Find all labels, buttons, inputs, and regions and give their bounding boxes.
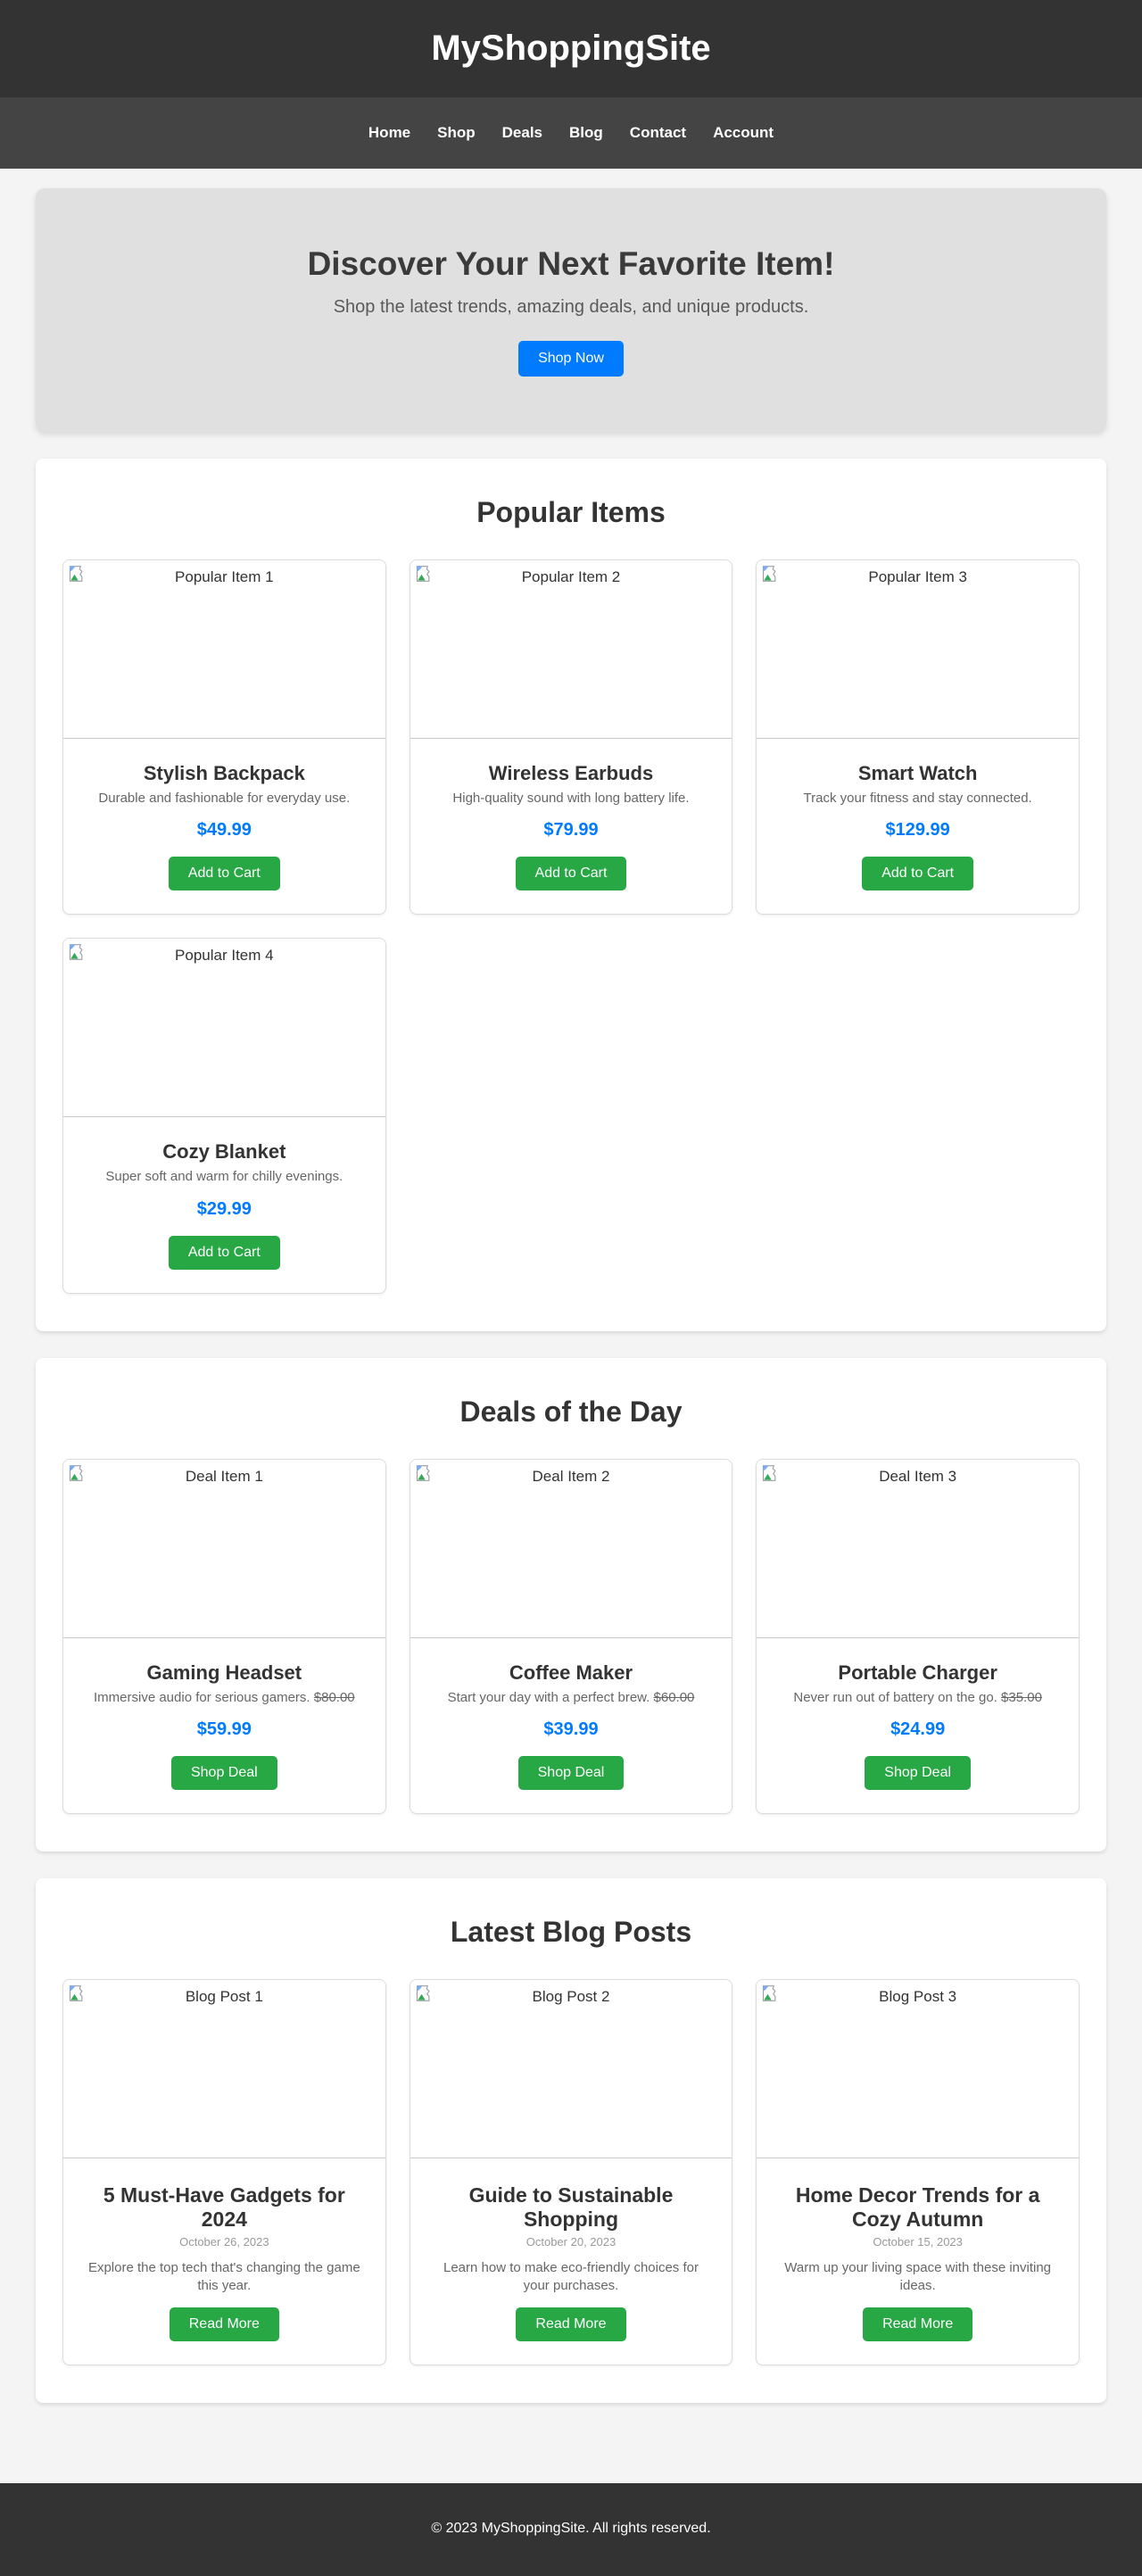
blog-grid xyxy=(62,1979,1080,2366)
broken-image-icon xyxy=(415,1984,433,2002)
deal-price: $24.99 xyxy=(890,1719,946,1739)
broken-image-icon xyxy=(761,565,779,583)
product-image-placeholder xyxy=(63,560,385,739)
product-name: Stylish Backpack xyxy=(143,762,305,784)
deal-image-placeholder xyxy=(410,1460,732,1638)
blog-post-title: 5 Must-Have Gadgets for 2024 xyxy=(103,2183,345,2231)
deal-description: Start your day with a perfect brew. $60.00 xyxy=(447,1689,695,1705)
blog-post-card xyxy=(756,1979,1080,2366)
product-name: Cozy Blanket xyxy=(162,1140,286,1164)
shop-now-button[interactable]: Shop Now xyxy=(518,341,624,377)
image-alt-text: Blog Post 2 xyxy=(532,1987,610,2005)
blog-section xyxy=(36,1878,1106,2404)
product-price: $29.99 xyxy=(196,1198,252,1219)
product-description: High-quality sound with long battery life. xyxy=(452,791,690,806)
product-price: $129.99 xyxy=(885,820,950,841)
product-description: Super soft and warm for chilly evenings. xyxy=(105,1169,343,1185)
image-alt-text: Deal Item 2 xyxy=(532,1467,610,1485)
read-more-button[interactable]: Read More xyxy=(170,2307,279,2341)
deal-description: Immersive audio for serious gamers. $80.00 xyxy=(94,1689,355,1705)
image-alt-text: Popular Item 3 xyxy=(868,568,967,585)
popular-items-section xyxy=(36,459,1106,1331)
popular-items-heading: Popular Items xyxy=(476,496,666,528)
image-alt-text: Popular Item 4 xyxy=(175,947,274,965)
blog-post-excerpt: Learn how to make eco-friendly choices for your purchases. xyxy=(443,2259,699,2293)
deal-old-price: $60.00 xyxy=(653,1689,695,1705)
product-description: Durable and fashionable for everyday use. xyxy=(98,791,351,806)
deal-image-placeholder xyxy=(63,1460,385,1638)
blog-post-excerpt: Warm up your living space with these inviting ideas. xyxy=(784,2259,1052,2293)
shop-deal-button[interactable]: Shop Deal xyxy=(865,1756,971,1790)
hero-subtitle: Shop the latest trends, amazing deals, and unique products. xyxy=(333,297,809,317)
deal-name: Coffee Maker xyxy=(509,1661,633,1684)
shop-deal-button[interactable]: Shop Deal xyxy=(171,1756,277,1790)
image-alt-text: Deal Item 3 xyxy=(879,1467,957,1485)
blog-post-title: Guide to Sustainable Shopping xyxy=(468,2183,674,2231)
image-alt-text: Deal Item 1 xyxy=(185,1467,263,1485)
image-alt-text: Blog Post 1 xyxy=(185,1987,263,2005)
add-to-cart-button[interactable]: Add to Cart xyxy=(862,857,973,890)
deal-name: Portable Charger xyxy=(838,1661,997,1684)
broken-image-icon xyxy=(68,565,86,583)
popular-items-grid xyxy=(62,559,1080,1294)
add-to-cart-button[interactable]: Add to Cart xyxy=(169,857,280,890)
broken-image-icon xyxy=(761,1984,779,2002)
site-header xyxy=(0,0,1142,97)
main-nav xyxy=(0,97,1142,169)
site-footer xyxy=(0,2483,1142,2576)
product-card xyxy=(756,559,1080,915)
blog-image-placeholder xyxy=(757,1980,1079,2158)
deals-section xyxy=(36,1358,1106,1851)
deal-old-price: $80.00 xyxy=(313,1689,355,1705)
deal-card xyxy=(756,1459,1080,1814)
deal-description: Never run out of battery on the go. $35.00 xyxy=(793,1689,1042,1705)
product-price: $49.99 xyxy=(196,820,252,841)
blog-post-date: October 20, 2023 xyxy=(525,2234,617,2249)
broken-image-icon xyxy=(68,1464,86,1482)
deals-grid xyxy=(62,1459,1080,1814)
product-image-placeholder xyxy=(757,560,1079,739)
nav-item-home[interactable]: Home xyxy=(368,124,411,141)
product-image-placeholder xyxy=(410,560,732,739)
deal-price: $39.99 xyxy=(543,1719,599,1739)
product-image-placeholder xyxy=(63,939,385,1117)
deal-price: $59.99 xyxy=(196,1719,252,1739)
broken-image-icon xyxy=(761,1464,779,1482)
broken-image-icon xyxy=(415,565,433,583)
shop-deal-button[interactable]: Shop Deal xyxy=(518,1756,625,1790)
blog-post-date: October 15, 2023 xyxy=(873,2234,963,2249)
deal-name: Gaming Headset xyxy=(146,1661,302,1684)
add-to-cart-button[interactable]: Add to Cart xyxy=(169,1236,280,1270)
read-more-button[interactable]: Read More xyxy=(863,2307,972,2341)
blog-image-placeholder xyxy=(63,1980,385,2158)
hero-title: Discover Your Next Favorite Item! xyxy=(307,245,835,282)
image-alt-text: Blog Post 3 xyxy=(879,1987,957,2005)
image-alt-text: Popular Item 1 xyxy=(175,568,274,585)
blog-post-title: Home Decor Trends for a Cozy Autumn xyxy=(795,2183,1040,2231)
blog-heading: Latest Blog Posts xyxy=(450,1915,692,1948)
nav-item-shop[interactable]: Shop xyxy=(437,124,476,141)
copyright-text: © 2023 MyShoppingSite. All rights reserved. xyxy=(431,2521,711,2537)
image-alt-text: Popular Item 2 xyxy=(521,568,621,585)
deals-heading: Deals of the Day xyxy=(459,1395,683,1428)
product-description: Track your fitness and stay connected. xyxy=(803,791,1032,806)
deal-old-price: $35.00 xyxy=(1001,1689,1042,1705)
deal-card xyxy=(410,1459,733,1814)
deal-image-placeholder xyxy=(757,1460,1079,1638)
product-price: $79.99 xyxy=(543,820,599,841)
deal-card xyxy=(62,1459,386,1814)
hero-banner xyxy=(36,188,1106,432)
nav-item-contact[interactable]: Contact xyxy=(629,124,687,141)
broken-image-icon xyxy=(68,1984,86,2002)
blog-post-date: October 26, 2023 xyxy=(179,2234,269,2249)
nav-item-account[interactable]: Account xyxy=(713,124,774,141)
product-card xyxy=(62,559,386,915)
blog-post-card xyxy=(62,1979,386,2366)
blog-image-placeholder xyxy=(410,1980,732,2158)
read-more-button[interactable]: Read More xyxy=(516,2307,625,2341)
site-title: MyShoppingSite xyxy=(431,29,711,68)
nav-item-deals[interactable]: Deals xyxy=(501,124,543,141)
broken-image-icon xyxy=(415,1464,433,1482)
product-card xyxy=(410,559,733,915)
product-card xyxy=(62,938,386,1293)
blog-post-card xyxy=(410,1979,733,2366)
broken-image-icon xyxy=(68,943,86,961)
main-content xyxy=(36,169,1106,2483)
product-name: Wireless Earbuds xyxy=(488,762,654,784)
blog-post-excerpt: Explore the top tech that's changing the game this year. xyxy=(87,2259,360,2293)
add-to-cart-button[interactable]: Add to Cart xyxy=(516,857,627,890)
product-name: Smart Watch xyxy=(857,762,978,784)
nav-item-blog[interactable]: Blog xyxy=(569,124,603,141)
